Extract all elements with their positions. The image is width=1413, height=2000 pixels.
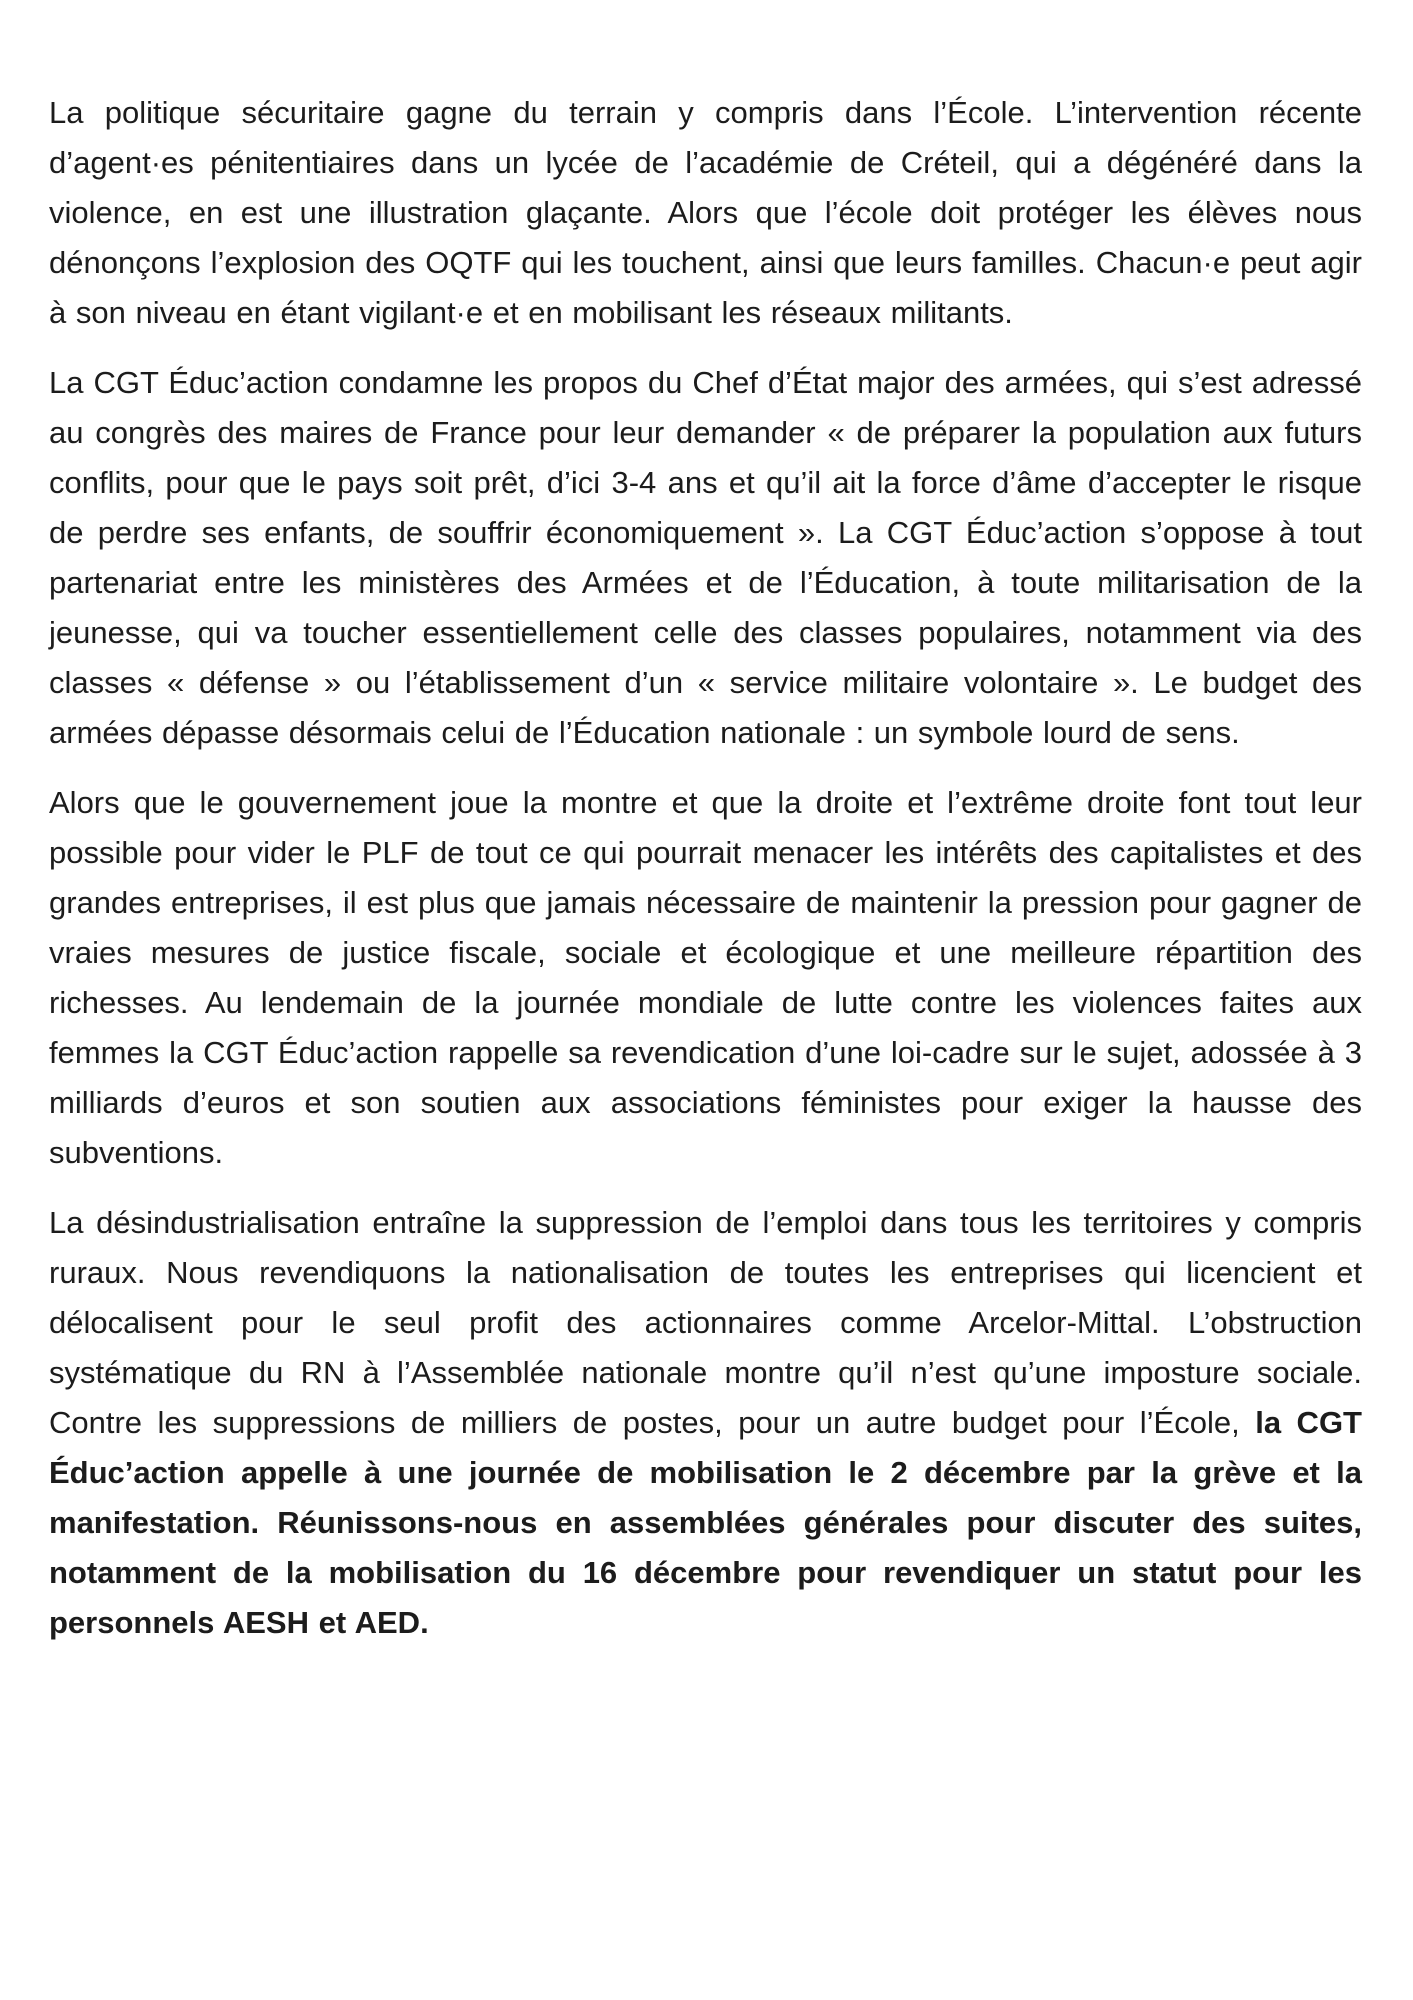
paragraph-text: La politique sécuritaire gagne du terrain y compris dans l’École. L’intervention récente d’agent·es pénitentiaires dans un lycée de l’académie de Créteil, qui a dégénéré dans la violence, en est une illustration glaçante. Alors que l’école doit protéger les élèves nous dénonçons l’explosion des OQTF qui les touchent, ainsi que leurs familles. Chacun·e peut agir à son niveau en étant vigilant·e et en mobilisant les réseaux militants.: [49, 95, 1362, 330]
paragraph-security-policy: [49, 88, 1362, 338]
paragraph-text: La CGT Éduc’action condamne les propos du Chef d’État major des armées, qui s’est adressé au congrès des maires de France pour leur demander « de préparer la population aux futurs conflits, pour que le pays soit prêt, d’ici 3-4 ans et qu’il ait la force d’âme d’accepter le risque de perdre ses enfants, de souffrir économiquement ». La CGT Éduc’action s’oppose à tout partenariat entre les ministères des Armées et de l’Éducation, à toute militarisation de la jeunesse, qui va toucher essentiellement celle des classes populaires, notamment via des classes « défense » ou l’établissement d’un « service militaire volontaire ». Le budget des armées dépasse désormais celui de l’Éducation nationale : un symbole lourd de sens.: [49, 365, 1362, 750]
paragraph-budget-justice: [49, 778, 1362, 1178]
paragraph-mobilisation-call: [49, 1198, 1362, 1648]
paragraph-military-statement: [49, 358, 1362, 758]
paragraph-text: Alors que le gouvernement joue la montre et que la droite et l’extrême droite font tout leur possible pour vider le PLF de tout ce qui pourrait menacer les intérêts des capitalistes et des grandes entreprises, il est plus que jamais nécessaire de maintenir la pression pour gagner de vraies mesures de justice fiscale, sociale et écologique et une meilleure répartition des richesses. Au lendemain de la journée mondiale de lutte contre les violences faites aux femmes la CGT Éduc’action rappelle sa revendication d’une loi-cadre sur le sujet, adossée à 3 milliards d’euros et son soutien aux associations féministes pour exiger la hausse des subventions.: [49, 785, 1362, 1170]
paragraph-text: La désindustrialisation entraîne la suppression de l’emploi dans tous les territoires y compris ruraux. Nous revendiquons la nationalisation de toutes les entreprises qui licencient et délocalisent pour le seul profit des actionnaires comme Arcelor-Mittal. L’obstruction systématique du RN à l’Assemblée nationale montre qu’il n’est qu’une imposture sociale. Contre les suppressions de milliers de postes, pour un autre budget pour l’École,: [49, 1205, 1362, 1440]
call-to-action-bold-text: la CGT Éduc’action appelle à une journée de mobilisation le 2 décembre par la grève et la manifestation. Réunissons-nous en assemblées générales pour discuter des suites, notamment de la mobilisation du 16 décembre pour revendiquer un statut pour les personnels AESH et AED.: [49, 1405, 1362, 1640]
